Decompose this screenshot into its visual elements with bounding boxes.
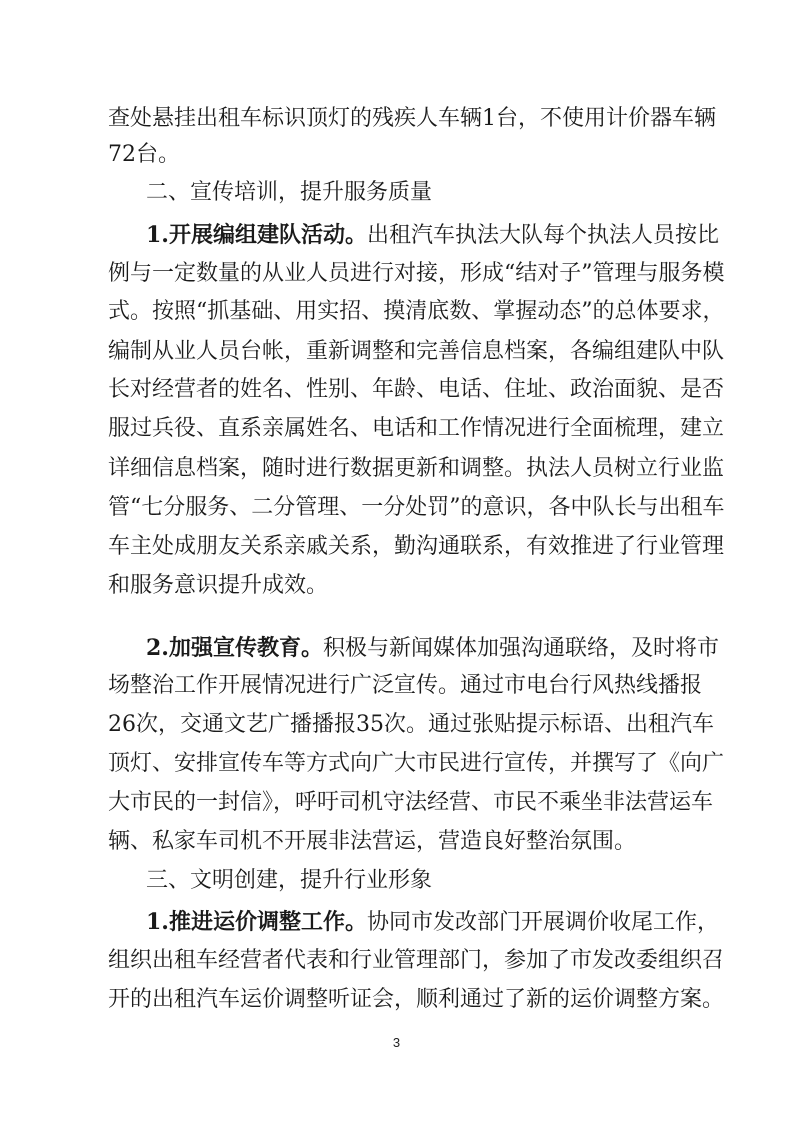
body-line: 场整治工作开展情况进行广泛宣传。通过市电台行风热线播报 xyxy=(108,673,703,698)
body-line: 车主处成朋友关系亲戚关系，勤沟通联系，有效推进了行业管理 xyxy=(108,534,725,559)
body-text: 积极与新闻媒体加强沟通联络，及时将市 xyxy=(322,636,719,661)
body-text: 协同市发改部门开展调价收尾工作， xyxy=(366,910,719,935)
body-line: 长对经营者的姓名、性别、年龄、电话、住址、政治面貌、是否 xyxy=(108,377,725,402)
paragraph-first-line xyxy=(146,220,719,250)
section-heading: 二、宣传培训，提升服务质量 xyxy=(146,180,433,205)
body-line: 服过兵役、直系亲属姓名、电话和工作情况进行全面梳理，建立 xyxy=(108,416,725,441)
paragraph-lead: 1.开展编组建队活动。 xyxy=(146,222,367,248)
body-line: 例与一定数量的从业人员进行对接，形成“结对子”管理与服务模 xyxy=(108,261,725,286)
body-line: 72台。 xyxy=(108,142,180,167)
body-line: 详细信息档案，随时进行数据更新和调整。执法人员树立行业监 xyxy=(108,456,725,481)
body-text: 出租汽车执法大队每个执法人员按比 xyxy=(366,223,719,248)
section-heading: 三、文明创建，提升行业形象 xyxy=(146,868,433,893)
body-line: 查处悬挂出租车标识顶灯的残疾人车辆1台，不使用计价器车辆 xyxy=(108,106,716,131)
body-line: 管“七分服务、二分管理、一分处罚”的意识，各中队长与出租车 xyxy=(108,495,725,520)
body-line: 开的出租汽车运价调整听证会，顺利通过了新的运价调整方案。 xyxy=(108,987,725,1012)
body-line: 大市民的一封信》，呼吁司机守法经营、市民不乘坐非法营运车 xyxy=(108,790,714,815)
body-line: 式。按照“抓基础、用实招、摸清底数、掌握动态”的总体要求， xyxy=(108,299,725,324)
paragraph-first-line xyxy=(146,633,719,663)
page-number: 3 xyxy=(392,1035,401,1050)
paragraph-first-line xyxy=(146,907,719,937)
paragraph-lead: 2.加强宣传教育。 xyxy=(146,635,323,661)
body-line: 组织出租车经营者代表和行业管理部门，参加了市发改委组织召 xyxy=(108,948,725,973)
paragraph-lead: 1.推进运价调整工作。 xyxy=(146,909,367,935)
body-line: 辆、私家车司机不开展非法营运，营造良好整治氛围。 xyxy=(108,829,637,854)
body-line: 顶灯、安排宣传车等方式向广大市民进行宣传，并撰写了《向广 xyxy=(108,751,725,776)
body-line: 编制从业人员台帐，重新调整和完善信息档案，各编组建队中队 xyxy=(108,339,725,364)
body-line: 和服务意识提升成效。 xyxy=(108,573,329,598)
body-line: 26次，交通文艺广播播报35次。通过张贴提示标语、出租汽车 xyxy=(108,712,714,737)
